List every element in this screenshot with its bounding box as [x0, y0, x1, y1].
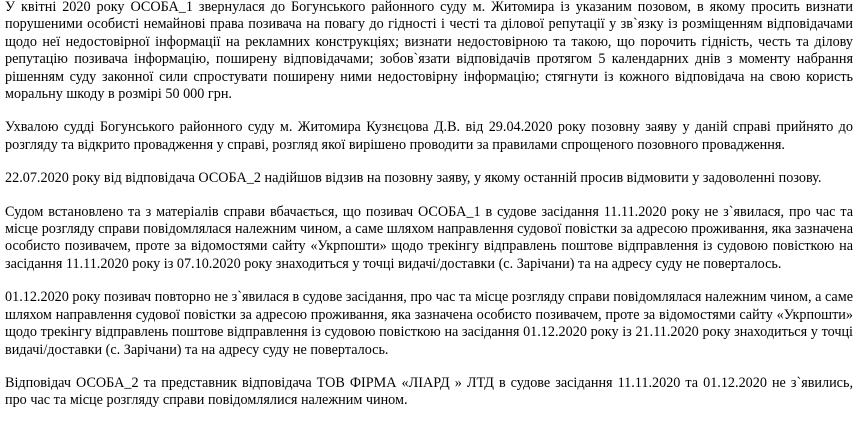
paragraph-defendant-response: 22.07.2020 року від відповідача ОСОБА_2 надійшов відзив на позовну заяву, у якому останній просив відмовити у задоволенні позову.: [5, 170, 822, 187]
paragraph-second-hearing: 01.12.2020 року позивач повторно не з`явилася в судове засідання, про час та місце розгляду справи повідомлялася належним чином, а саме шляхом направлення судової повістки за адресою проживання, яка зазначена особисто позивачем, проте за відомостями сайту «Укрпошти» щодо трекінгу відправлень поштове відправлення із судовою повісткою на засідання 01.12.2020 року із 21.11.2020 року знаходиться у точці видачі/доставки (с. Зарічани) та на адресу суду не поверталось.: [5, 289, 853, 358]
paragraph-defendants-absence: Відповідач ОСОБА_2 та представник відповідача ТОВ ФІРМА «ЛІАРД » ЛТД в судове засідання 11.11.2020 та 01.12.2020 не з`явились, про час та місце розгляду справи повідомлялися належним чином.: [5, 374, 853, 409]
paragraph-lawsuit-filing: У квітні 2020 року ОСОБА_1 звернулася до Богунського районного суду м. Житомира із указаним позовом, в якому просить визнати порушеними особисті немайнові права позивача на повагу до гідності і честі та ділової репутації у зв`язку із розміщенням відповідачами щодо неї недостовірної інформації на рекламних конструкціях; визнати недостовірною та такою, що порочить гідність, честь та ділову репутацію позивача інформацію, поширену відповідачами; зобов`язати відповідачів протягом 5 календарних днів з моменту набрання рішенням суду законної сили спростувати поширену ними недостовірну інформацію; стягнути із кожного відповідача на свою користь моральну шкоду в розмірі 50 000 грн.: [5, 0, 853, 103]
paragraph-court-ruling: Ухвалою судді Богунського районного суду м. Житомира Кузнєцова Д.В. від 29.04.2020 року позовну заяву у даній справі прийнято до розгляду та відкрито провадження у справі, розгляд якої вирішено проводити за правилами спрощеного позовного провадження.: [5, 119, 853, 153]
paragraph-first-hearing: Судом встановлено та з матеріалів справи вбачається, що позивач ОСОБА_1 в судове засідання 11.11.2020 року не з`явилася, про час та місце розгляду справи повідомлялася належним чином, а саме шляхом направлення судової повістки за адресою проживання, яка зазначена особисто позивачем, проте за відомостями сайту «Укрпошти» щодо трекінгу відправлень поштове відправлення із судовою повісткою на засідання 11.11.2020 року із 07.10.2020 року знаходиться у точці видачі/доставки (с. Зарічани) та на адресу суду не поверталось.: [5, 203, 853, 272]
